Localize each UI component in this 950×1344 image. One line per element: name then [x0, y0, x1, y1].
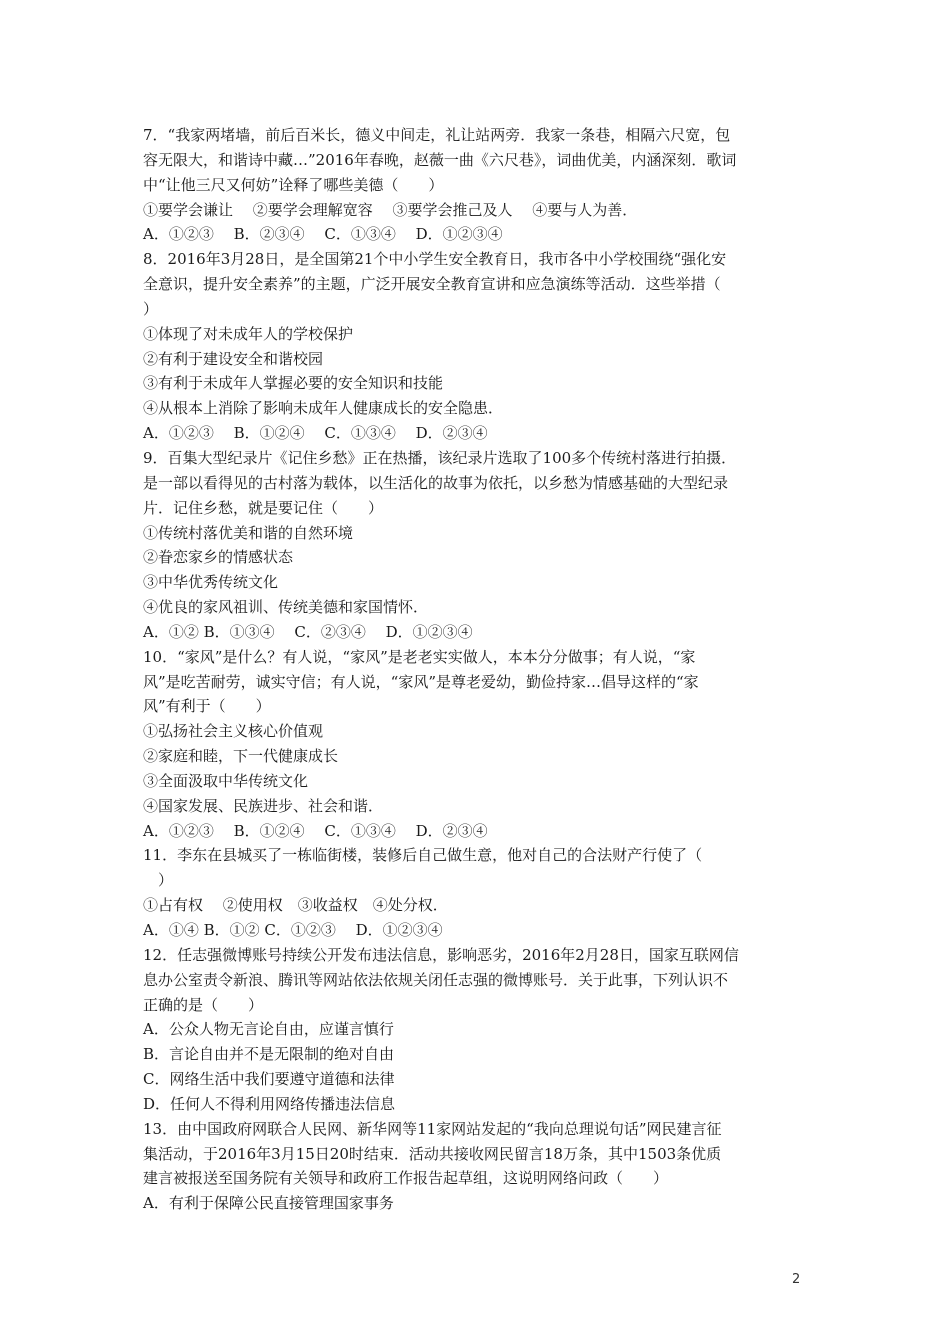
text-line: ①占有权 ②使用权 ③收益权 ④处分权． — [143, 896, 448, 915]
text-line: ①体现了对未成年人的学校保护 — [143, 324, 354, 343]
text-line: ③有利于未成年人掌握必要的安全知识和技能 — [143, 374, 444, 393]
text-line: A．①②③ B．①②④ C．①③④ D．②③④ — [143, 424, 488, 443]
text-line: ③中华优秀传统文化 — [143, 573, 279, 592]
text-line: 12．任志强微博账号持续公开发布违法信息，影响恶劣，2016年2月28日，国家互联网信 — [143, 945, 739, 964]
text-line: 风”有利于（ ） — [143, 697, 271, 716]
text-line: A．①② B．①③④ C．②③④ D．①②③④ — [143, 622, 473, 641]
text-line: 中“让他三尺又何妨”诠释了哪些美德（ ） — [143, 175, 444, 194]
text-line: C．网络生活中我们要遵守道德和法律 — [143, 1070, 395, 1089]
text-line: A．公众人物无言论自由，应谨言慎行 — [143, 1020, 394, 1039]
text-line: 是一部以看得见的古村落为载体，以生活化的故事为依托，以乡愁为情感基础的大型纪录 — [143, 473, 729, 492]
text-line: 全意识，提升安全素养”的主题，广泛开展安全教育宣讲和应急演练等活动．这些举措（ — [143, 275, 721, 294]
text-line: 容无限大，和谐诗中藏…”2016年春晚，赵薇一曲《六尺巷》，词曲优美，内涵深刻．歌词 — [143, 150, 737, 169]
text-line: 正确的是（ ） — [143, 995, 264, 1014]
text-line: 9．百集大型纪录片《记住乡愁》正在热播，该纪录片选取了100多个传统村落进行拍摄． — [143, 448, 737, 467]
text-line: ①弘扬社会主义核心价值观 — [143, 722, 324, 741]
text-line: ） — [143, 299, 159, 318]
text-line: ） — [143, 871, 174, 890]
text-line: ④从根本上消除了影响未成年人健康成长的安全隐患． — [143, 399, 504, 418]
text-line: 建言被报送至国务院有关领导和政府工作报告起草组，这说明网络问政（ ） — [143, 1169, 669, 1188]
text-line: B．言论自由并不是无限制的绝对自由 — [143, 1045, 395, 1064]
text-line: 10．“家风”是什么？有人说，“家风”是老老实实做人，本本分分做事；有人说，“家 — [143, 647, 696, 666]
page-number: 2 — [792, 1272, 801, 1287]
text-line: 风”是吃苦耐劳，诚实守信；有人说，“家风”是尊老爱幼，勤俭持家…倡导这样的“家 — [143, 672, 699, 691]
text-line: 13．由中国政府网联合人民网、新华网等11家网站发起的“我向总理说句话”网民建言征 — [143, 1119, 722, 1138]
question-text-block — [143, 123, 808, 1216]
text-line: ②眷恋家乡的情感状态 — [143, 548, 294, 567]
text-line: ④国家发展、民族进步、社会和谐． — [143, 796, 384, 815]
text-line: 11．李东在县城买了一栋临街楼，装修后自己做生意，他对自己的合法财产行使了（ — [143, 846, 703, 865]
text-line: A．有利于保障公民直接管理国家事务 — [143, 1194, 394, 1213]
text-line: 息办公室责令新浪、腾讯等网站依法依规关闭任志强的微博账号．关于此事，下列认识不 — [143, 970, 729, 989]
text-line: 集活动，于2016年3月15日20时结束．活动共接收网民留言18万条，其中1503条优质 — [143, 1144, 722, 1163]
text-line: A．①④ B．①② C．①②③ D．①②③④ — [143, 921, 443, 939]
text-line: 片．记住乡愁，就是要记住（ ） — [143, 498, 384, 517]
text-line: ②家庭和睦，下一代健康成长 — [143, 747, 339, 766]
text-line: 8．2016年3月28日，是全国第21个中小学生安全教育日，我市各中小学校围绕“强化安 — [143, 250, 727, 269]
text-line: ③全面汲取中华传统文化 — [143, 771, 309, 790]
text-line: A．①②③ B．②③④ C．①③④ D．①②③④ — [143, 225, 503, 244]
text-line: D．任何人不得利用网络传播违法信息 — [143, 1094, 396, 1113]
text-line: ①传统村落优美和谐的自然环境 — [143, 523, 354, 542]
text-line: ②有利于建设安全和谐校园 — [143, 349, 324, 368]
text-line: ④优良的家风祖训、传统美德和家国情怀． — [143, 598, 429, 617]
text-line: ①要学会谦让 ②要学会理解宽容 ③要学会推己及人 ④要与人为善． — [143, 200, 638, 219]
text-line: A．①②③ B．①②④ C．①③④ D．②③④ — [143, 821, 488, 840]
text-line: 7．“我家两堵墙，前后百米长，德义中间走，礼让站两旁．我家一条巷，相隔六尺宽，包 — [143, 126, 731, 144]
